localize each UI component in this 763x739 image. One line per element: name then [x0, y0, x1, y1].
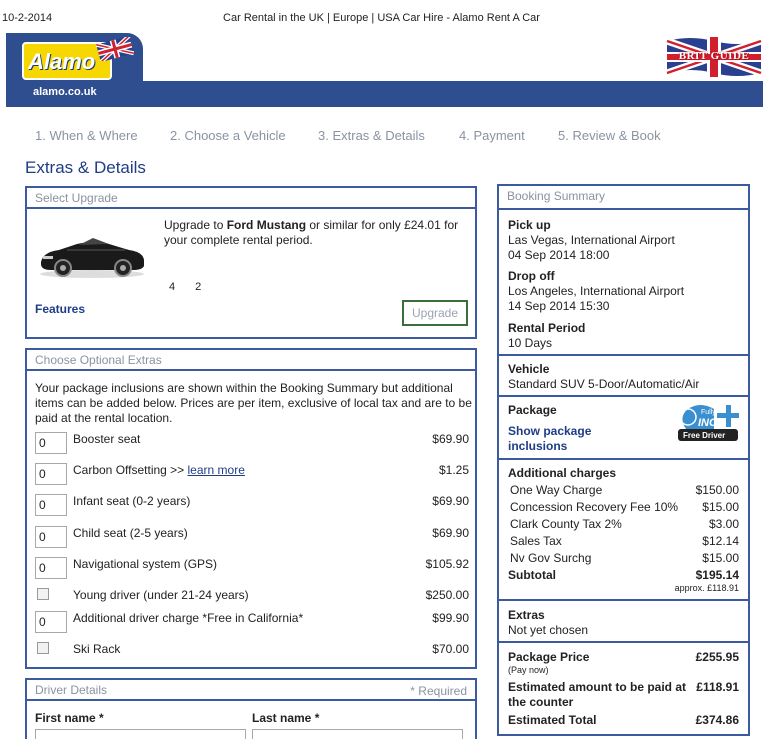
subtotal-value: $195.14 — [695, 568, 739, 582]
extra-additional-driver — [35, 611, 469, 631]
rental-period-label: Rental Period — [508, 321, 586, 335]
learn-more-link[interactable]: learn more — [187, 463, 245, 477]
extra-price: $1.25 — [438, 463, 469, 477]
package-price-value: £255.95 — [695, 650, 739, 664]
site-banner — [6, 33, 763, 107]
extra-child-seat — [35, 526, 469, 546]
booking-steps — [35, 128, 735, 144]
extra-gps — [35, 557, 469, 577]
charge-label: Clark County Tax 2% — [510, 517, 622, 531]
booking-summary — [497, 184, 750, 736]
upgrade-heading: Select Upgrade — [27, 188, 475, 209]
badge-free-driver-text: Free Driver — [683, 431, 726, 440]
subtotal-label: Subtotal — [508, 568, 556, 582]
charge-label: Concession Recovery Fee 10% — [510, 500, 679, 514]
required-note: * Required — [410, 684, 467, 698]
pickup-label: Pick up — [508, 218, 551, 232]
charge-label: Sales Tax — [510, 534, 562, 548]
summary-package — [499, 395, 748, 458]
extra-price: $69.90 — [432, 526, 469, 540]
page-title: Extras & Details — [25, 158, 146, 177]
extra-price: $69.90 — [432, 494, 469, 508]
upgrade-text-prefix: Upgrade to — [164, 218, 227, 232]
extra-price: $99.90 — [432, 611, 469, 625]
upgrade-panel — [25, 186, 477, 339]
summary-extras — [499, 599, 748, 641]
summary-vehicle — [499, 354, 748, 395]
extra-label: Additional driver charge *Free in California* — [73, 611, 304, 625]
step-payment: 4. Payment — [459, 128, 525, 143]
extra-price: $69.90 — [432, 432, 469, 446]
vehicle-label: Vehicle — [508, 362, 550, 376]
counter-label-line2: the counter — [508, 695, 574, 709]
extras-panel — [25, 348, 477, 669]
extra-label: Ski Rack — [73, 642, 121, 656]
summary-totals — [499, 641, 748, 736]
badge-fully-text: Fully — [701, 409, 716, 416]
driver-heading — [27, 680, 475, 701]
extra-carbon-offsetting — [35, 463, 469, 483]
charge-value: $150.00 — [695, 483, 739, 497]
carbon-offsetting-qty[interactable] — [35, 463, 67, 485]
logo-text: Alamo — [28, 49, 96, 74]
extra-price: $250.00 — [425, 588, 469, 602]
subtotal-approx: approx. £118.91 — [674, 583, 739, 593]
dropoff-location: Los Angeles, International Airport — [508, 284, 685, 298]
upgrade-text-suffix: or similar for only £24.01 for your complete rental period. — [164, 218, 459, 247]
extra-label-text: Carbon Offsetting >> — [73, 463, 188, 477]
extras-intro: Your package inclusions are shown within the Booking Summary but additional items can be added below. Prices are per item, exclusive of local tax and are to be paid at the rental location. — [35, 381, 472, 425]
total-value: £374.86 — [695, 713, 739, 727]
step-when-where[interactable]: 1. When & Where — [35, 128, 138, 143]
alamo-logo[interactable] — [6, 33, 143, 107]
extra-price: $70.00 — [432, 642, 469, 656]
package-price-label: Package Price — [508, 650, 590, 664]
pickup-date: 04 Sep 2014 18:00 — [508, 248, 610, 262]
total-label: Estimated Total — [508, 713, 597, 727]
print-date: 10-2-2014 — [2, 12, 53, 24]
extra-young-driver — [35, 588, 469, 608]
driver-details-panel — [25, 678, 477, 739]
charge-value: $15.00 — [702, 500, 739, 514]
counter-label-line1: Estimated amount to be paid at — [508, 680, 687, 694]
step-review-book: 5. Review & Book — [558, 128, 661, 143]
extra-infant-seat — [35, 494, 469, 514]
badge-inc-text: INC — [698, 417, 717, 429]
pay-now-note: (Pay now) — [508, 665, 549, 675]
gps-qty[interactable] — [35, 557, 67, 579]
booster-seat-qty[interactable] — [35, 432, 67, 454]
dropoff-date: 14 Sep 2014 15:30 — [508, 299, 610, 313]
first-name-field[interactable] — [35, 729, 246, 739]
pickup-location: Las Vegas, International Airport — [508, 233, 675, 247]
fully-inclusive-badge-icon — [674, 403, 740, 443]
charge-value: $3.00 — [708, 517, 739, 531]
vehicle-value: Standard SUV 5-Door/Automatic/Air — [508, 377, 700, 391]
last-name-field[interactable] — [252, 729, 463, 739]
brit-guide-text: BRIT GUIDE — [678, 50, 750, 62]
upgrade-description — [164, 218, 474, 248]
step-extras-details: 3. Extras & Details — [318, 128, 425, 143]
print-header — [0, 12, 763, 26]
extras-value: Not yet chosen — [508, 623, 589, 637]
passenger-count: 4 — [169, 281, 176, 293]
extra-label — [73, 463, 245, 477]
features-link[interactable]: Features — [35, 302, 86, 316]
package-label: Package — [508, 403, 557, 417]
ski-rack-checkbox[interactable] — [37, 642, 49, 654]
charge-value: $12.14 — [702, 534, 739, 548]
child-seat-qty[interactable] — [35, 526, 67, 548]
summary-charges — [499, 458, 748, 599]
extra-label: Navigational system (GPS) — [73, 557, 218, 571]
extra-label: Child seat (2-5 years) — [73, 526, 188, 540]
dropoff-label: Drop off — [508, 269, 555, 283]
additional-charges-label: Additional charges — [508, 466, 617, 480]
last-name-label: Last name * — [252, 711, 320, 725]
bag-count: 2 — [195, 281, 202, 293]
charge-label: One Way Charge — [510, 483, 603, 497]
charge-label: Nv Gov Surchg — [510, 551, 592, 565]
package-inclusions-link[interactable]: inclusions — [508, 439, 568, 453]
young-driver-checkbox[interactable] — [37, 588, 49, 600]
infant-seat-qty[interactable] — [35, 494, 67, 516]
step-choose-vehicle[interactable]: 2. Choose a Vehicle — [170, 128, 286, 143]
additional-driver-qty[interactable] — [35, 611, 67, 633]
extras-heading: Choose Optional Extras — [27, 350, 475, 371]
extra-ski-rack — [35, 642, 469, 662]
counter-value: £118.91 — [696, 680, 739, 694]
rental-period-value: 10 Days — [508, 336, 553, 350]
brit-guide-badge[interactable] — [665, 35, 763, 79]
extra-label: Infant seat (0-2 years) — [73, 494, 191, 508]
extras-label: Extras — [508, 608, 545, 622]
summary-heading: Booking Summary — [507, 189, 606, 203]
driver-heading-text: Driver Details — [35, 683, 108, 697]
uk-flag-icon — [96, 37, 134, 61]
car-image — [37, 224, 147, 280]
extra-booster-seat — [35, 432, 469, 452]
summary-trip — [499, 208, 748, 354]
extra-label: Young driver (under 21-24 years) — [73, 588, 249, 602]
charge-value: $15.00 — [702, 551, 739, 565]
upgrade-button[interactable]: Upgrade — [402, 300, 468, 326]
upgrade-car-name: Ford Mustang — [226, 218, 307, 232]
extra-label: Booster seat — [73, 432, 141, 446]
print-page-title: Car Rental in the UK | Europe | USA Car Hire - Alamo Rent A Car — [223, 12, 540, 24]
extra-price: $105.92 — [425, 557, 469, 571]
first-name-label: First name * — [35, 711, 104, 725]
logo-domain: alamo.co.uk — [33, 86, 97, 98]
show-package-link[interactable]: Show package — [508, 424, 592, 438]
capacity — [169, 281, 221, 293]
